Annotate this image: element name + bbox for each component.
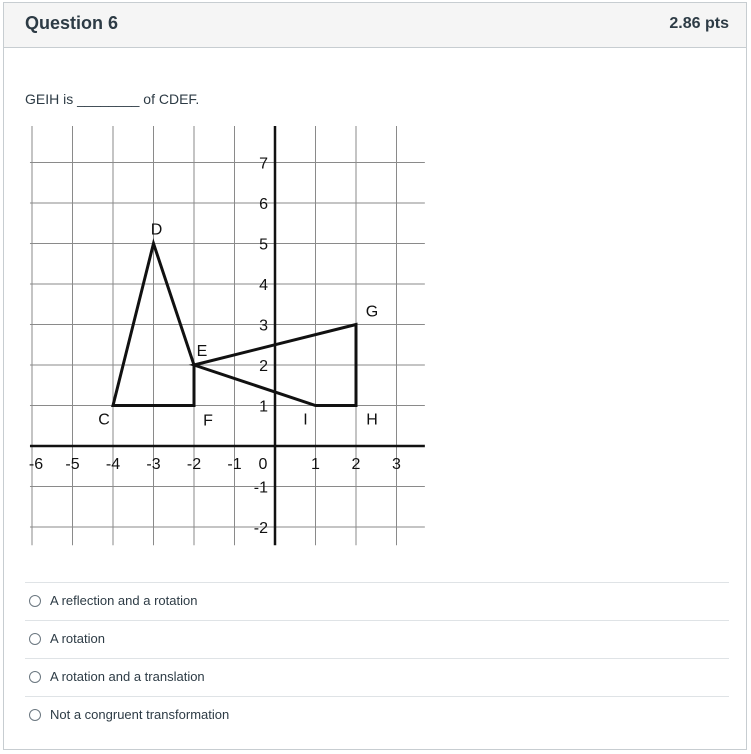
y-tick-label: 4 <box>259 277 268 294</box>
y-tick-label: 6 <box>259 196 268 213</box>
point-label-I: I <box>303 411 308 429</box>
question-card <box>3 2 747 750</box>
answer-label: Not a congruent transformation <box>50 707 230 722</box>
point-label-G: G <box>365 303 379 321</box>
y-tick-label: 5 <box>259 236 268 254</box>
answer-option-4[interactable] <box>25 696 729 734</box>
answer-option-1[interactable] <box>25 582 729 620</box>
point-label-E: E <box>196 343 208 360</box>
y-tick-label: 3 <box>259 317 268 335</box>
point-label-F: F <box>203 412 213 430</box>
point-labels <box>98 222 378 430</box>
graph-svg <box>25 124 433 554</box>
answer-option-3[interactable] <box>25 658 729 696</box>
y-tick-label: 2 <box>259 358 268 375</box>
x-tick-label: 2 <box>351 456 361 473</box>
y-tick-label: 7 <box>259 155 268 173</box>
axes <box>30 126 425 545</box>
point-label-H: H <box>366 411 378 429</box>
radio-button[interactable] <box>29 671 41 683</box>
y-tick-label: -1 <box>253 479 268 497</box>
x-tick-labels <box>29 456 401 473</box>
point-label-C: C <box>98 411 110 429</box>
coordinate-graph <box>25 124 433 559</box>
answer-option-2[interactable] <box>25 620 729 658</box>
radio-button[interactable] <box>29 633 41 645</box>
question-title: Question 6 <box>25 13 119 33</box>
question-points: 2.86 pts <box>669 15 729 32</box>
x-tick-label: -6 <box>28 456 44 473</box>
x-tick-label: -4 <box>105 456 121 473</box>
x-tick-label: -3 <box>146 456 161 473</box>
x-tick-label: -2 <box>186 456 202 473</box>
x-tick-label: -1 <box>227 456 242 473</box>
answer-label: A rotation <box>50 631 105 646</box>
answer-label: A rotation and a translation <box>50 669 205 684</box>
y-tick-label: 1 <box>259 398 268 416</box>
answer-list <box>25 582 729 734</box>
radio-button[interactable] <box>29 595 41 607</box>
question-text: GEIH is ________ of CDEF. <box>25 91 200 107</box>
x-tick-label: 0 <box>258 456 268 473</box>
question-header <box>4 3 746 48</box>
x-tick-label: 1 <box>311 456 320 473</box>
point-label-D: D <box>150 221 163 239</box>
grid <box>30 126 425 545</box>
x-tick-label: 3 <box>392 456 401 473</box>
x-tick-label: -5 <box>65 456 80 473</box>
radio-button[interactable] <box>29 709 41 721</box>
answer-label: A reflection and a rotation <box>50 593 198 608</box>
y-tick-label: -2 <box>253 520 268 537</box>
